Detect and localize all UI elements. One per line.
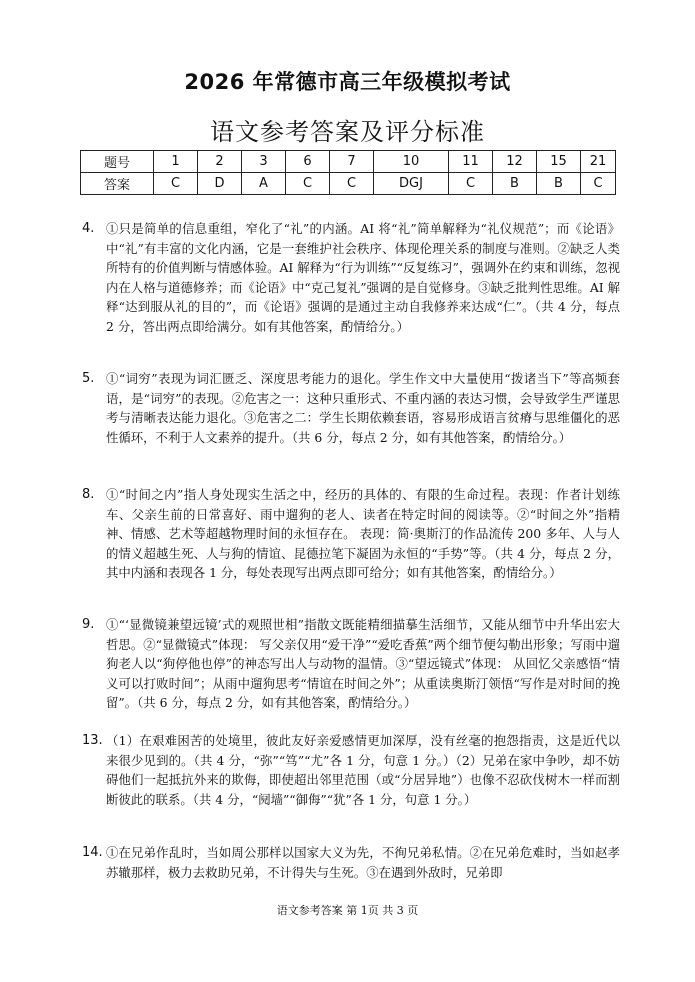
question-number: 14. [82,845,103,860]
answer-text: ①“词穷”表现为词汇匮乏、深度思考能力的退化。学生作文中大量使用“拨诸当下”等高频套语，是“词穷”的表现。②危害之一：这种只重形式、不重内涵的表达习惯，会导致学生严谨思考与清晰表达能力退化。③危害之二：学生长期依赖套语，容易形成语言贫瘠与思维僵化的恶性循环，不利于人文素养的提升。（共 6 分，每点 2 分，如有其他答案，酌情给分。） [106,371,620,445]
question-9-answer [82,615,620,713]
answer-table [80,150,616,195]
question-number-cell: 3 [242,151,286,173]
answer-cell: C [330,173,374,195]
question-number: 8. [82,487,95,502]
row-label-answer: 答案 [81,173,154,195]
answer-row [81,173,616,195]
question-number-row [81,151,616,173]
answer-cell: DGJ [374,173,449,195]
answer-text: ①“时间之内”指人身处现实生活之中，经历的具体的、有限的生命过程。表现：作者计划练车、父亲生前的日常喜好、雨中遛狗的老人、读者在特定时间的阅读等。②“时间之外”指精神、情感、艺术等超越物理时间的永恒存在。 表现：简·奥斯汀的作品流传 200 多年、人与人的情义超越生死、人与狗的情谊、昆德拉笔下凝固为永恒的“手势”等。（共 4 分，每点 2 分，其中内涵和表现各 1 分，每处表现写出两点即可给分；如有其他答案，酌情给分。） [106,487,620,580]
answer-cell: C [581,173,616,195]
question-14-answer [82,843,620,882]
answer-text: ①“‘显微镜兼望远镜’式的观照世相”指散文既能精细描摹生活细节，又能从细节中升华出宏大哲思。②“显微镜式”体现： 写父亲仅用“爱干净”“爱吃香蕉”两个细节便勾勒出形象；写雨中遛狗老人以“狗停他也停”的神态写出人与动物的温情。③“望远镜式”体现： 从回忆父亲感悟“情义可以打败时间”；从雨中遛狗思考“情谊在时间之外”；从重读奥斯汀领悟“写作是对时间的挽留”。（共 6 分，每点 2 分，如有其他答案，酌情给分。） [106,617,620,710]
question-number-cell: 11 [449,151,493,173]
question-number-cell: 10 [374,151,449,173]
question-4-answer [82,219,620,336]
question-number-cell: 6 [286,151,330,173]
answer-cell: B [537,173,581,195]
question-number-cell: 21 [581,151,616,173]
answer-cell: B [493,173,537,195]
exam-title: 2026 年常德市高三年级模拟考试 [184,70,511,94]
question-number: 5. [82,371,95,386]
answer-cell: A [242,173,286,195]
page-footer: 语文参考答案 第 1页 共 3 页 [276,904,419,917]
question-8-answer [82,485,620,583]
question-number-cell: 7 [330,151,374,173]
answer-cell: C [154,173,198,195]
answer-key-subtitle: 语文参考答案及评分标准 [210,118,485,146]
question-number-cell: 2 [198,151,242,173]
question-number-cell: 12 [493,151,537,173]
question-number-cell: 15 [537,151,581,173]
question-number: 9. [82,617,95,632]
answer-text: （1）在艰难困苦的处境里，彼此友好亲爱感情更加深厚，没有丝毫的抱怨指责，这是近代以来很少见到的。（共 4 分，“弥”“笃”“尤”各 1 分，句意 1 分。）（2）兄弟在家中争吵，却不妨碍他们一起抵抗外来的欺侮，即使超出邻里范围（或“分居异地”）也像不忍砍伐树木一样而割断彼此的联系。（共 4 分，“阋墙”“御侮”“犹”各 1 分，句意 1 分。） [106,733,620,807]
question-number-cell: 1 [154,151,198,173]
answer-text: ①在兄弟作乱时，当如周公那样以国家大义为先，不徇兄弟私情。②在兄弟危难时，当如赵孝苏辙那样，极力去救助兄弟，不计得失与生死。③在遇到外敌时，兄弟即 [106,845,620,880]
question-13-answer [82,731,620,809]
row-label-question: 题号 [81,151,154,173]
question-number: 13. [82,733,103,748]
question-5-answer [82,369,620,447]
answer-text: ①只是简单的信息重组，窄化了“礼”的内涵。AI 将“礼”简单解释为“礼仪规范”；而《论语》中“礼”有丰富的文化内涵，它是一套维护社会秩序、体现伦理关系的制度与准则。②缺乏人类所特有的价值判断与情感体验。AI 解释为“行为训练”“反复练习”，强调外在约束和训练，忽视内在人格与道德修养；而《论语》中“克己复礼”强调的是自觉修身。③缺乏批判性思维。AI 解释“达到服从礼的目的”，而《论语》强调的是通过主动自我修养来达成“仁”。（共 4 分，每点 2 分，答出两点即给满分。如有其他答案，酌情给分。） [106,221,620,334]
answer-cell: C [449,173,493,195]
question-number: 4. [82,221,95,236]
answer-cell: D [198,173,242,195]
answer-cell: C [286,173,330,195]
